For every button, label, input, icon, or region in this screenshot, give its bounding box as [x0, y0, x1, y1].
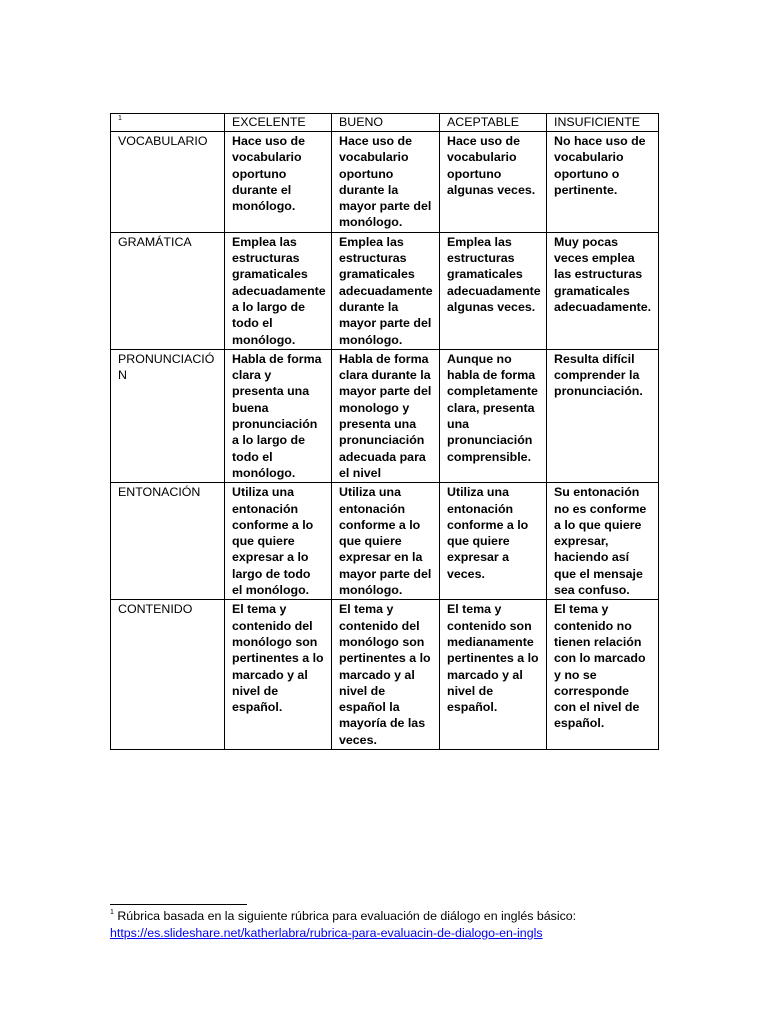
row-label: ENTONACIÓN — [111, 483, 225, 600]
column-header-aceptable: ACEPTABLE — [440, 114, 547, 132]
table-cell: El tema y contenido no tienen relación con lo marcado y no se corresponde con el nivel de español. — [547, 600, 659, 750]
table-cell: Utiliza una entonación conforme a lo que quiere expresar a veces. — [440, 483, 547, 600]
table-cell: No hace uso de vocabulario oportuno o pertinente. — [547, 132, 659, 233]
table-cell: El tema y contenido del monólogo son pertinentes a lo marcado y al nivel de español la mayoría de las veces. — [332, 600, 440, 750]
table-cell: Su entonación no es conforme a lo que quiere expresar, haciendo así que el mensaje sea confuso. — [547, 483, 659, 600]
table-cell: Utiliza una entonación conforme a lo que quiere expresar a lo largo de todo el monólogo. — [225, 483, 332, 600]
header-row — [111, 114, 659, 132]
table-row-pronunciacion — [111, 349, 659, 482]
table-cell: El tema y contenido del monólogo son pertinentes a lo marcado y al nivel de español. — [225, 600, 332, 750]
footnote — [110, 908, 670, 941]
corner-cell — [111, 114, 225, 132]
table-row-gramatica — [111, 232, 659, 349]
table-cell: Emplea las estructuras gramaticales adecuadamente durante la mayor parte del monólogo. — [332, 232, 440, 349]
table-row-entonacion — [111, 483, 659, 600]
row-label: GRAMÁTICA — [111, 232, 225, 349]
table-row-contenido — [111, 600, 659, 750]
table-cell: El tema y contenido son medianamente pertinentes a lo marcado y al nivel de español. — [440, 600, 547, 750]
table-cell: Habla de forma clara y presenta una buena pronunciación a lo largo de todo el monólogo. — [225, 349, 332, 482]
rubric-table — [110, 113, 659, 750]
table-cell: Hace uso de vocabulario oportuno algunas veces. — [440, 132, 547, 233]
table-row-vocabulario — [111, 132, 659, 233]
table-cell: Emplea las estructuras gramaticales adecuadamente algunas veces. — [440, 232, 547, 349]
footnote-reference-mark: 1 — [118, 115, 122, 122]
column-header-insuficiente: INSUFICIENTE — [547, 114, 659, 132]
footnote-mark: 1 — [110, 909, 114, 916]
row-label: VOCABULARIO — [111, 132, 225, 233]
table-cell: Resulta difícil comprender la pronunciación. — [547, 349, 659, 482]
row-label: PRONUNCIACIÓN — [111, 349, 225, 482]
footnote-link[interactable]: https://es.slideshare.net/katherlabra/rubrica-para-evaluacin-de-dialogo-en-ingls — [110, 925, 543, 940]
table-cell: Habla de forma clara durante la mayor parte del monologo y presenta una pronunciación adecuada para el nivel — [332, 349, 440, 482]
table-cell: Hace uso de vocabulario oportuno durante la mayor parte del monólogo. — [332, 132, 440, 233]
table-cell: Utiliza una entonación conforme a lo que quiere expresar en la mayor parte del monólogo. — [332, 483, 440, 600]
column-header-excelente: EXCELENTE — [225, 114, 332, 132]
table-cell: Emplea las estructuras gramaticales adecuadamente a lo largo de todo el monólogo. — [225, 232, 332, 349]
table-cell: Muy pocas veces emplea las estructuras gramaticales adecuadamente. — [547, 232, 659, 349]
row-label: CONTENIDO — [111, 600, 225, 750]
table-cell: Aunque no habla de forma completamente clara, presenta una pronunciación comprensible. — [440, 349, 547, 482]
footnote-separator — [110, 904, 247, 905]
table-cell: Hace uso de vocabulario oportuno durante el monólogo. — [225, 132, 332, 233]
column-header-bueno: BUENO — [332, 114, 440, 132]
footnote-text: Rúbrica basada en la siguiente rúbrica para evaluación de diálogo en inglés básico: — [113, 909, 577, 923]
